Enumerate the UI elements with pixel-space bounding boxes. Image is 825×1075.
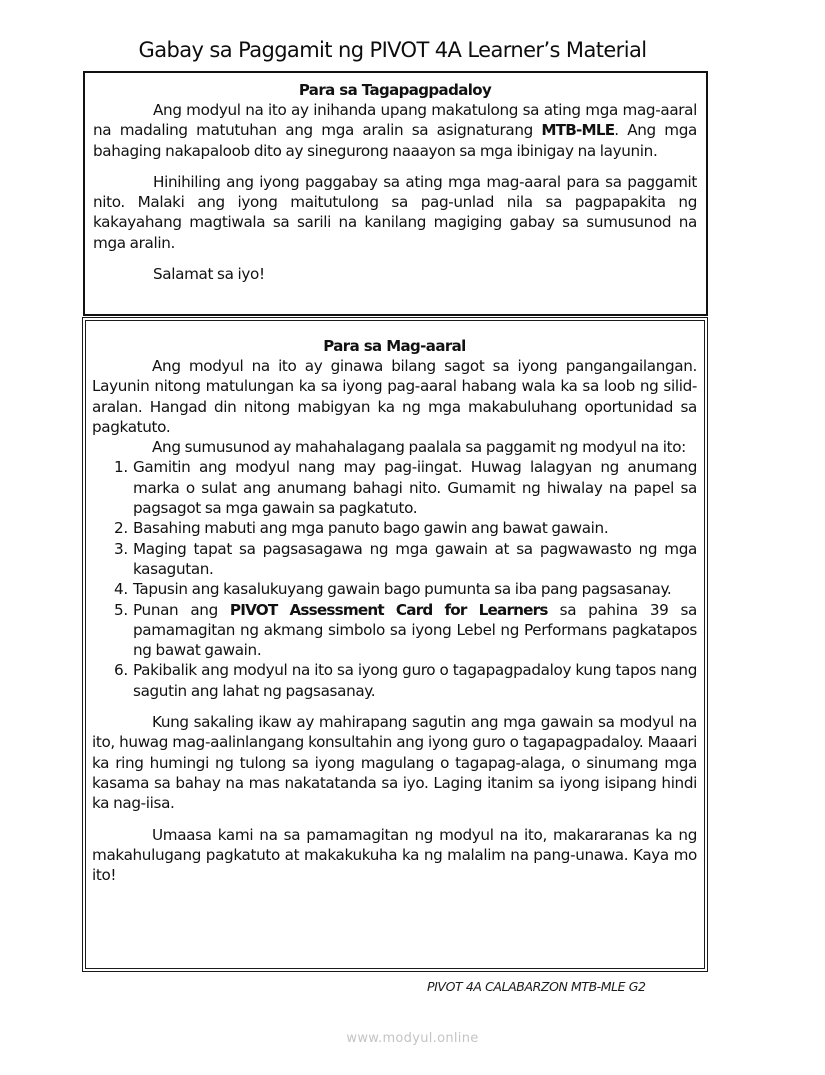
teacher-guide-paragraph-2: Hinihiling ang iyong paggabay sa ating mga mag-aaral para sa paggamit nito. Malaki ang iyong maitutulong sa pag-unlad nila sa pagpapakita ng kakayahang magtiwala sa sarili na kanilang magiging gabay sa sumusunod na mga aralin. xyxy=(93,172,697,252)
reminder-text: Gamitin ang modyul nang may pag-iingat. Huwag lalagyan ng anumang marka o sulat ang anumang bahagi nito. Gumamit ng hiwalay na papel sa pagsagot sa mga gawain sa pagkatuto. xyxy=(133,458,697,518)
reminder-text: Pakibalik ang modyul na ito sa iyong guro o tagapagpadaloy kung tapos nang sagutin ang lahat ng pagsasanay. xyxy=(133,661,697,700)
learner-guide-paragraph-4: Umaasa kami na sa pamamagitan ng modyul na ito, makararanas ka ng makahulugang pagkatuto at makakukuha ka ng malalim na pang-unawa. Kaya mo ito! xyxy=(92,825,697,885)
teacher-p1-text-before: Ang modyul na ito ay inihanda upang makatulong sa ating mga mag-aaral na madaling matutuhan ang mga aralin sa asignaturang xyxy=(93,101,697,140)
assessment-card-name: PIVOT Assessment Card for Learners xyxy=(229,600,548,619)
reminder-number: 2. xyxy=(114,519,128,538)
learner-guide-box xyxy=(82,317,708,972)
reminder-number: 6. xyxy=(114,661,128,680)
reminder-item xyxy=(114,539,697,580)
reminder-number: 3. xyxy=(114,539,128,558)
teacher-guide-box xyxy=(83,71,708,316)
reminder-item xyxy=(114,518,697,538)
learner-guide-paragraph-3: Kung sakaling ikaw ay mahirapang sagutin ang mga gawain sa modyul na ito, huwag mag-aalinlangang konsultahin ang iyong guro o tagapagpadaloy. Maaari ka ring humingi ng tulong sa iyong magulang o tagapag-alaga, o sinumang mga kasama sa bahay na mas nakatatanda sa iyo. Laging itanim sa iyong isipang hindi ka nag-iisa. xyxy=(92,713,697,813)
page-title: Gabay sa Paggamit ng PIVOT 4A Learner’s Material xyxy=(138,38,647,62)
reminder-item xyxy=(114,579,697,599)
teacher-guide-heading: Para sa Tagapagpadaloy xyxy=(298,81,492,99)
learner-guide-heading: Para sa Mag-aaral xyxy=(323,337,466,355)
learner-guide-paragraph-1: Ang modyul na ito ay ginawa bilang sagot sa iyong pangangailangan. Layunin nitong matulungan ka sa iyong pag-aaral habang wala ka sa loob ng silid-aralan. Hangad din nitong mabigyan ka ng mga makabuluhang oportunidad sa pagkatuto. xyxy=(92,357,697,436)
reminder-text-after: sa pahina 39 sa pamamagitan ng akmang simbolo sa iyong Lebel ng Performans pagkatapos ng bawat gawain. xyxy=(133,600,697,660)
teacher-guide-thanks: Salamat sa iyo! xyxy=(153,265,265,284)
teacher-guide-paragraph-1 xyxy=(93,100,697,161)
reminder-number: 1. xyxy=(114,458,128,477)
reminder-text-before: Punan ang xyxy=(133,600,230,619)
teacher-p1-text-after: . Ang mga bahaging nakapaloob dito ay sinegurong naaayon sa mga ibinigay na layunin. xyxy=(93,121,697,160)
reminder-number: 5. xyxy=(114,600,128,619)
reminder-number: 4. xyxy=(114,580,128,599)
watermark-link[interactable]: www.modyul.online xyxy=(346,1031,479,1046)
learner-guide-paragraph-2: Ang sumusunod ay mahahalagang paalala sa paggamit ng modyul na ito: xyxy=(152,438,686,457)
reminder-text: Basahing mabuti ang mga panuto bago gawin ang bawat gawain. xyxy=(133,519,609,538)
reminder-item xyxy=(114,600,697,661)
reminder-text: Maging tapat sa pagsasagawa ng mga gawain at sa pagwawasto ng mga kasagutan. xyxy=(133,539,697,578)
subject-name-bold: MTB-MLE xyxy=(541,121,615,140)
reminders-list xyxy=(92,457,697,701)
reminder-text: Tapusin ang kasalukuyang gawain bago pumunta sa iba pang pagsasanay. xyxy=(133,580,672,599)
footer-module-code: PIVOT 4A CALABARZON MTB-MLE G2 xyxy=(427,979,646,994)
reminder-item xyxy=(114,457,697,518)
reminder-item xyxy=(114,660,697,701)
